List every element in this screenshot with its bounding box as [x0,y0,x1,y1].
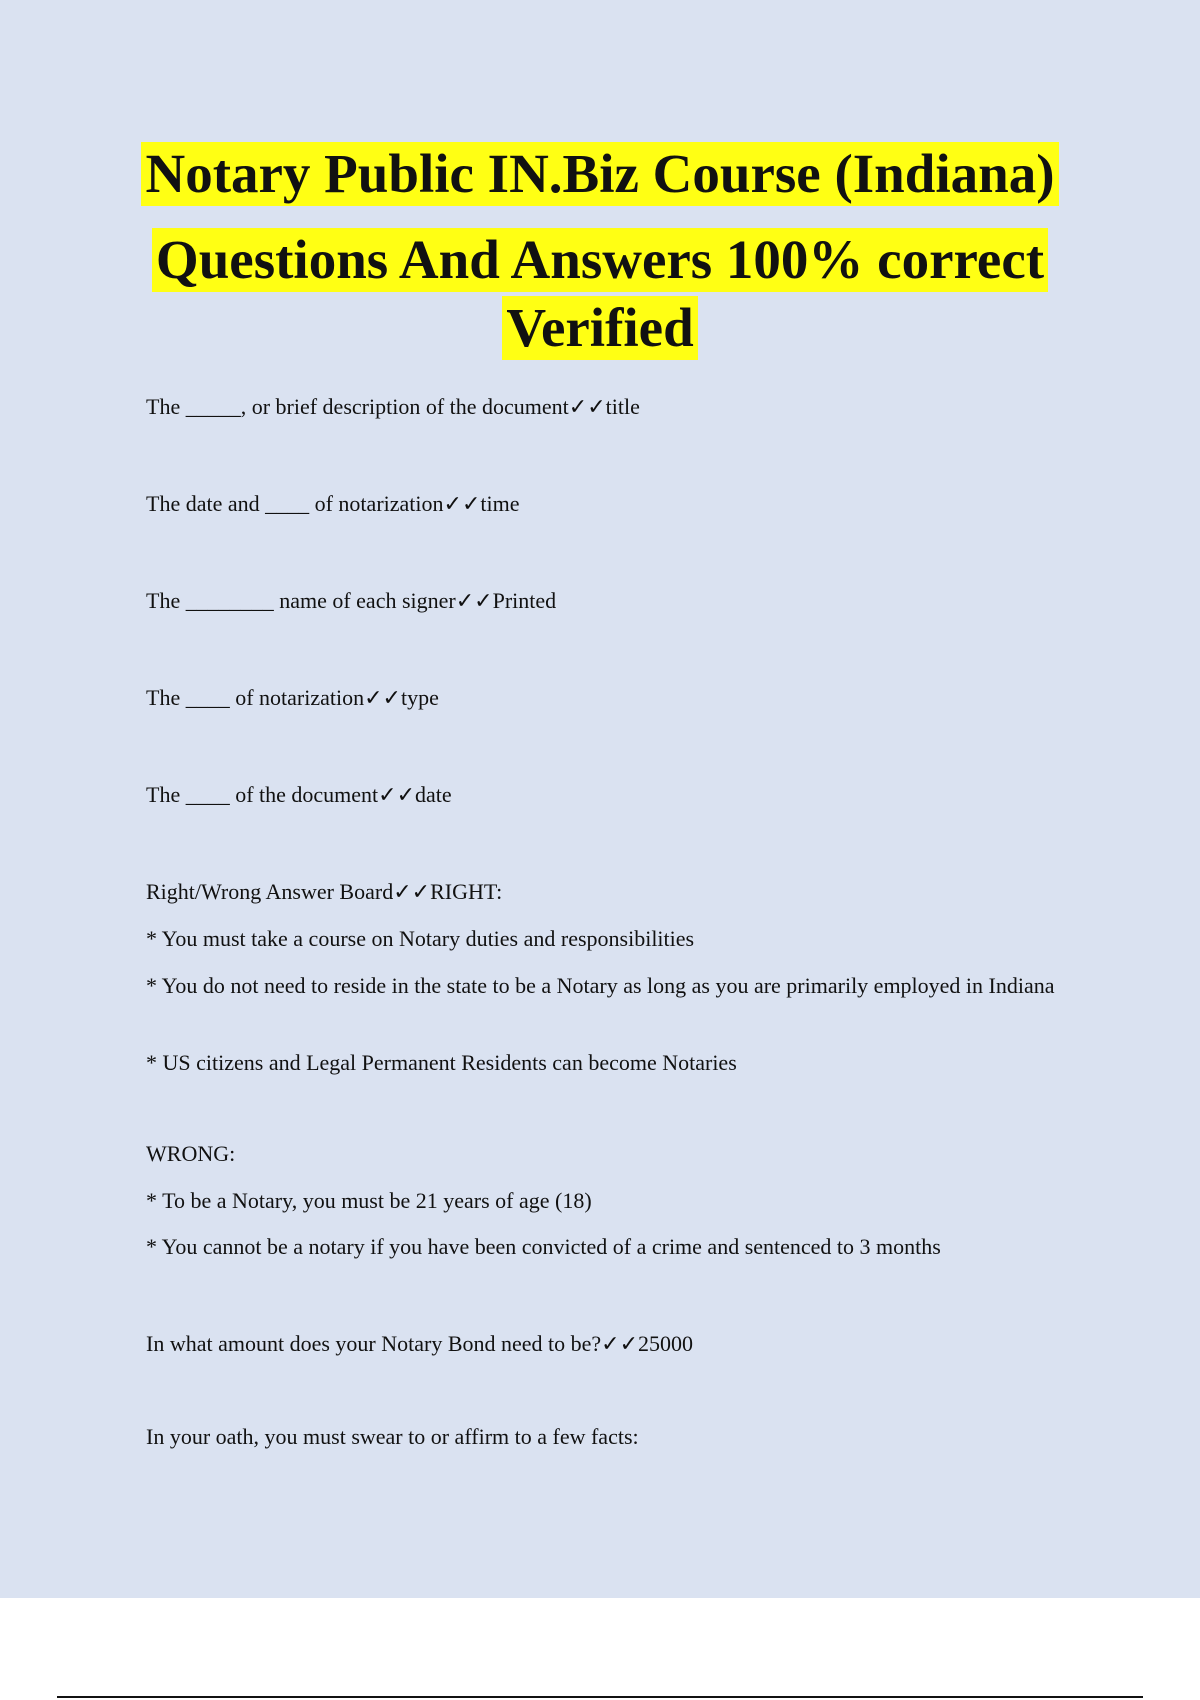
wrong-heading: WRONG: [146,1141,236,1166]
wrong-item: * You cannot be a notary if you have been convicted of a crime and sentenced to 3 months [146,1234,941,1259]
qa-item-time: The date and ____ of notarization✓✓time [146,491,520,516]
right-item: * You do not need to reside in the state to be a Notary as long as you are primarily employed in Indiana [146,973,1055,998]
document-title [0,142,1200,364]
wrong-item: * To be a Notary, you must be 21 years of age (18) [146,1188,592,1213]
right-item: * US citizens and Legal Permanent Residents can become Notaries [146,1050,737,1075]
answer-board-heading: Right/Wrong Answer Board✓✓RIGHT: [146,879,503,904]
qa-item-oath: In your oath, you must swear to or affirm to a few facts: [146,1424,639,1449]
qa-item-printed: The ________ name of each signer✓✓Printed [146,588,557,613]
qa-item-bond: In what amount does your Notary Bond need to be?✓✓25000 [146,1331,694,1356]
qa-item-type: The ____ of notarization✓✓type [146,685,439,710]
qa-item-title: The _____, or brief description of the document✓✓title [146,394,640,419]
title-line-1: Notary Public IN.Biz Course (Indiana) [141,142,1058,206]
qa-item-date: The ____ of the document✓✓date [146,782,452,807]
footer-divider [57,1696,1143,1698]
title-line-3: Verified [502,296,697,360]
right-item: * You must take a course on Notary duties and responsibilities [146,926,695,951]
title-line-2: Questions And Answers 100% correct [152,228,1048,292]
